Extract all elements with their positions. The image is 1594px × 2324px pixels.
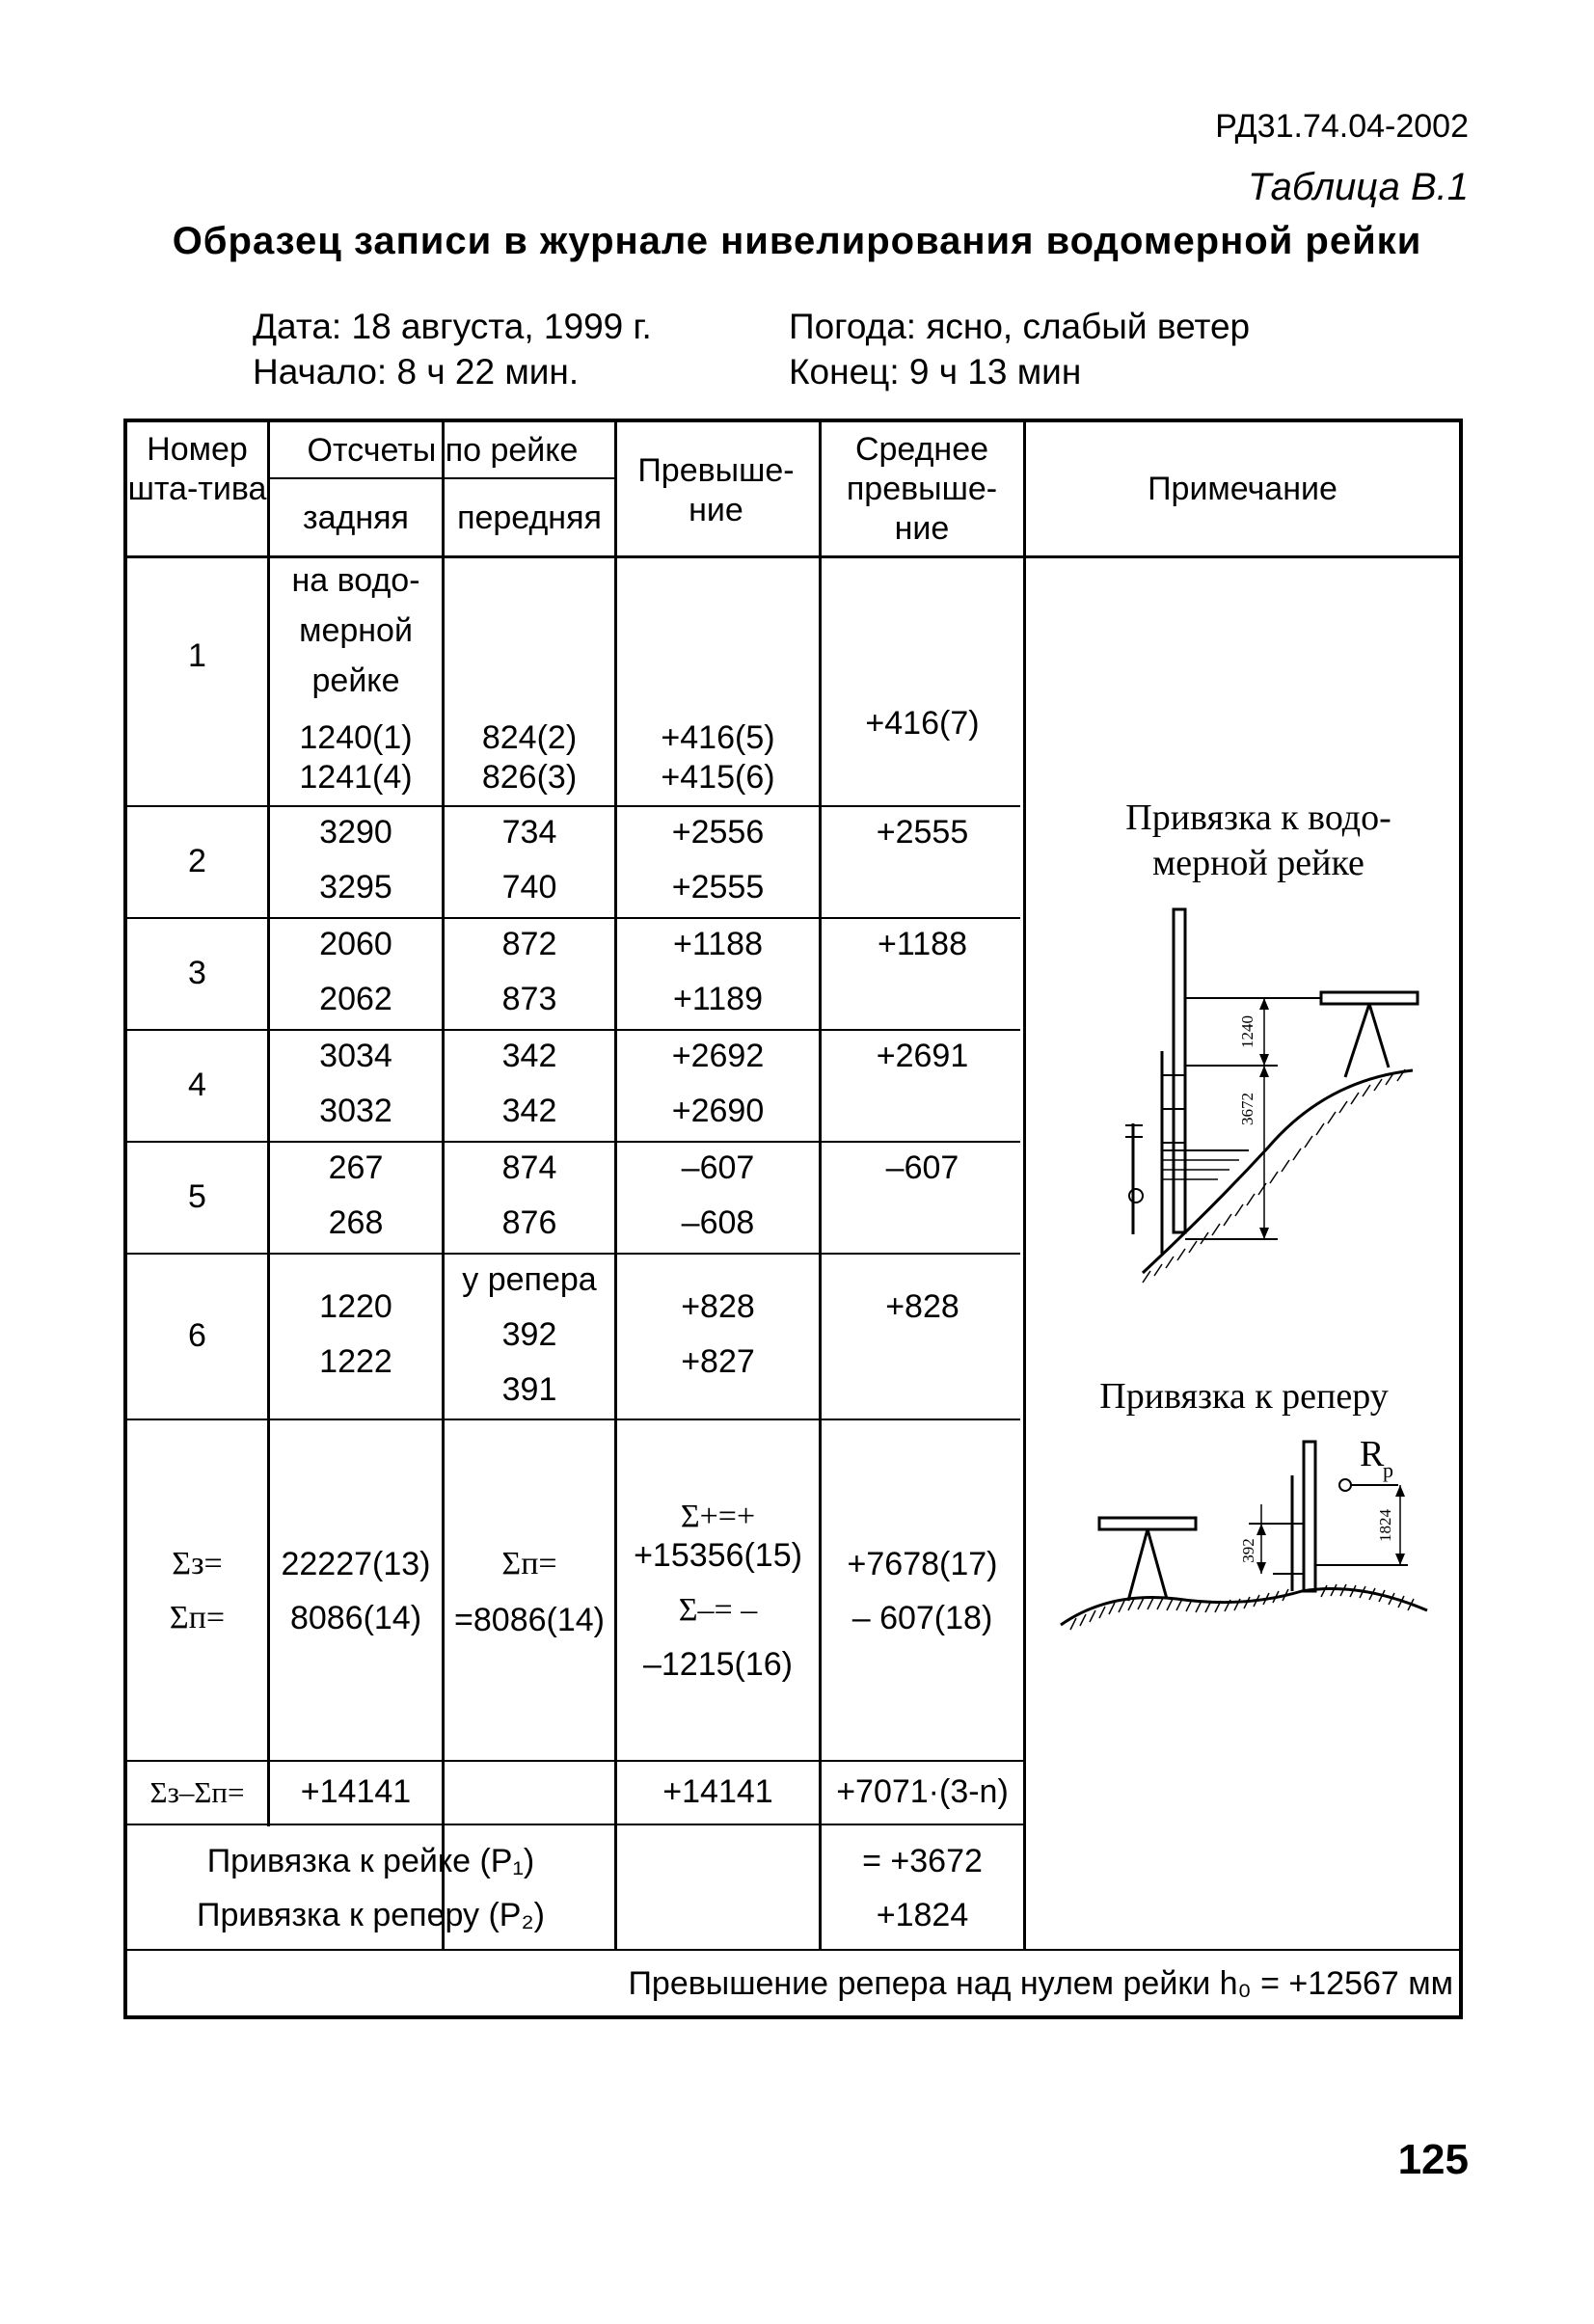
front-reading: 824(2)	[481, 719, 578, 756]
front-reading: 342	[501, 1093, 557, 1129]
readings-header: Отсчеты по рейке	[307, 432, 579, 469]
station-cell: 6	[188, 1317, 206, 1354]
mean-excess-value: –607	[885, 1149, 959, 1186]
back-reading: 267	[328, 1149, 384, 1186]
rail-binding-diagram	[1104, 902, 1451, 1292]
difference-mean: +7071·(3-n)	[836, 1773, 1009, 1810]
station-header: Номер шта-тива	[127, 431, 267, 507]
station-cell: 4	[188, 1067, 206, 1103]
back-reading-header: задняя	[303, 500, 409, 536]
excess-value: +416(5)	[661, 719, 775, 756]
date-field: Дата: 18 августа, 1999 г.	[253, 307, 652, 346]
rail-binding-label: Привязка к рейке (P₁)	[206, 1843, 535, 1879]
back-reading: 1240(1)	[299, 719, 413, 756]
excess-value: +1188	[673, 926, 763, 962]
back-reading: 1241(4)	[299, 759, 413, 796]
front-reading: 740	[501, 869, 557, 905]
sum-plus-value: +15356(15)	[634, 1537, 802, 1574]
benchmark-dimension-right: 1824	[1376, 1509, 1394, 1542]
weather-field: Погода: ясно, слабый ветер	[789, 307, 1251, 346]
back-reading: 1222	[319, 1343, 392, 1380]
end-time-field: Конец: 9 ч 13 мин	[789, 352, 1082, 392]
back-reading: 2060	[319, 926, 392, 962]
sum-mean-plus: +7678(17)	[847, 1546, 998, 1582]
sum-front-value: 8086(14)	[289, 1600, 422, 1636]
back-reading: 1220	[319, 1288, 392, 1325]
station-cell: 2	[188, 843, 206, 879]
station-cell: 5	[188, 1178, 206, 1215]
sum-plus-label: Σ+=+	[680, 1499, 756, 1534]
rail-dimension-upper: 1240	[1238, 1015, 1256, 1048]
front-reading: 391	[501, 1371, 557, 1408]
station-cell: 1	[188, 637, 206, 674]
sum-back-value: 22227(13)	[281, 1546, 431, 1582]
excess-value: +2555	[671, 869, 765, 905]
rail-figure-caption-1: Привязка к водо-	[1125, 797, 1391, 838]
page-title: Образец записи в журнале нивелирования водомерной рейки	[172, 220, 1422, 262]
rail-binding-value: = +3672	[862, 1843, 983, 1879]
back-reading: 3034	[319, 1038, 392, 1074]
back-reading: 268	[328, 1204, 384, 1241]
start-time-field: Начало: 8 ч 22 мин.	[253, 352, 580, 392]
excess-value: +2690	[671, 1093, 765, 1129]
back-note: рейке	[311, 662, 400, 699]
front-reading: 874	[501, 1149, 557, 1186]
benchmark-figure-caption: Привязка к реперу	[1099, 1376, 1389, 1417]
front-note: у репера	[462, 1261, 597, 1298]
sum-mean-minus: – 607(18)	[851, 1600, 993, 1636]
mean-excess-value: +828	[885, 1288, 959, 1325]
sum-front-label: Σп=	[169, 1600, 226, 1635]
sum-minus-label: Σ–= –	[678, 1592, 758, 1628]
mean-excess-header: Среднее превыше-ние	[846, 431, 998, 547]
station-cell: 3	[188, 955, 206, 991]
table-number: Таблица В.1	[1248, 166, 1469, 208]
benchmark-dimension-left: 392	[1239, 1538, 1257, 1563]
excess-value: +827	[681, 1343, 755, 1380]
excess-value: +2556	[671, 814, 765, 851]
difference-label: Σз–Σп=	[149, 1775, 245, 1809]
sum-back-label: Σз=	[172, 1546, 223, 1581]
benchmark-binding-label: Привязка к реперу (P₂)	[197, 1897, 545, 1933]
sum-front-label-2: Σп=	[501, 1546, 557, 1581]
front-reading: 392	[501, 1316, 557, 1353]
mean-excess-value: +416(7)	[865, 705, 980, 742]
front-reading: 873	[501, 981, 557, 1017]
back-reading: 3032	[319, 1093, 392, 1129]
front-reading: 826(3)	[481, 759, 578, 796]
document-code: РД31.74.04-2002	[1215, 108, 1469, 145]
sum-minus-value: –1215(16)	[642, 1646, 793, 1683]
excess-value: +1189	[673, 981, 763, 1017]
back-note: на водо-	[291, 562, 420, 599]
back-note: мерной	[299, 612, 413, 649]
front-reading: 876	[501, 1204, 557, 1241]
excess-value: –608	[681, 1204, 755, 1241]
excess-header: Превыше-ние	[637, 452, 795, 528]
excess-value: +2692	[671, 1038, 765, 1074]
front-reading-header: передняя	[457, 500, 602, 536]
benchmark-label-subscript: p	[1383, 1458, 1393, 1482]
back-reading: 3290	[319, 814, 392, 851]
rail-dimension-lower: 3672	[1238, 1093, 1256, 1125]
sum-front-value-2: =8086(14)	[454, 1602, 605, 1638]
note-header: Примечание	[1148, 471, 1337, 507]
excess-value: –607	[681, 1149, 755, 1186]
excess-value: +828	[681, 1288, 755, 1325]
front-reading: 872	[501, 926, 557, 962]
difference-back: +14141	[300, 1773, 412, 1810]
back-reading: 3295	[319, 869, 392, 905]
rail-figure-caption-2: мерной рейке	[1152, 843, 1364, 883]
mean-excess-value: +1188	[878, 926, 967, 962]
benchmark-binding-diagram	[1051, 1427, 1437, 1659]
result-line: Превышение репера над нулем рейки h₀ = +12567 мм	[628, 1965, 1453, 2002]
mean-excess-value: +2691	[876, 1038, 969, 1074]
back-reading: 2062	[319, 981, 392, 1017]
mean-excess-value: +2555	[876, 814, 969, 851]
benchmark-label: R	[1360, 1434, 1385, 1474]
page-number: 125	[1397, 2136, 1469, 2183]
front-reading: 734	[501, 814, 557, 851]
excess-value: +415(6)	[661, 759, 775, 796]
difference-excess: +14141	[662, 1773, 773, 1810]
benchmark-binding-value: +1824	[876, 1897, 969, 1933]
front-reading: 342	[501, 1038, 557, 1074]
